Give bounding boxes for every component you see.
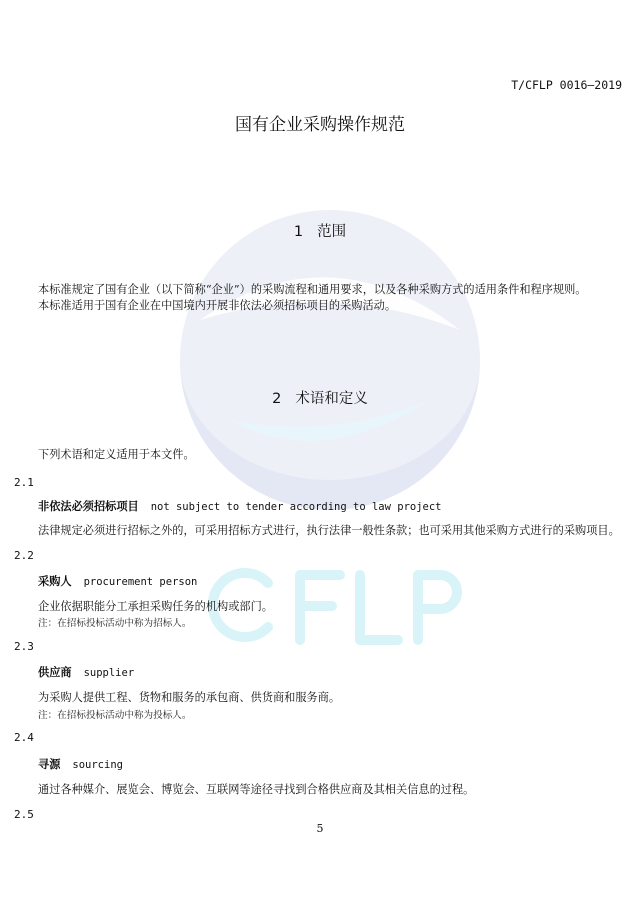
section-heading-2 xyxy=(0,387,640,408)
term-en: sourcing xyxy=(72,759,123,771)
section-heading-1 xyxy=(0,220,640,241)
term-zh: 寻源 xyxy=(38,758,61,771)
scope-paragraph-1: 本标准规定了国有企业（以下简称“企业”）的采购流程和通用要求，以及各种采购方式的适用条件和程序规则。 xyxy=(38,283,587,296)
section-title: 术语和定义 xyxy=(295,391,368,407)
section-number: 2 xyxy=(272,391,282,407)
definition-2-3: 为采购人提供工程、货物和服务的承包商、供货商和服务商。 xyxy=(38,691,341,704)
section-title: 范围 xyxy=(317,224,347,240)
entry-number: 2.1 xyxy=(14,476,34,489)
entry-number: 2.5 xyxy=(14,808,34,821)
term-2-2 xyxy=(38,573,197,589)
document-title: 国有企业采购操作规范 xyxy=(235,115,405,135)
terms-intro: 下列术语和定义适用于本文件。 xyxy=(38,448,195,461)
note-2-2: 注：在招标投标活动中称为招标人。 xyxy=(38,618,192,629)
term-zh: 采购人 xyxy=(38,575,72,588)
page-number: 5 xyxy=(316,822,324,835)
document-code: T/CFLP 0016—2019 xyxy=(511,78,622,92)
definition-2-1: 法律规定必须进行招标之外的，可采用招标方式进行，执行法律一般性条款；也可采用其他采购方式进行的采购项目。 xyxy=(38,524,620,537)
note-2-3: 注：在招标投标活动中称为投标人。 xyxy=(38,710,192,721)
entry-number: 2.3 xyxy=(14,640,34,653)
entry-number: 2.2 xyxy=(14,549,34,562)
section-number: 1 xyxy=(293,224,304,240)
term-en: supplier xyxy=(83,667,135,679)
term-2-1 xyxy=(38,498,442,514)
term-en: procurement person xyxy=(83,576,198,588)
entry-number: 2.4 xyxy=(14,731,34,744)
term-zh: 非依法必须招标项目 xyxy=(38,500,139,513)
term-2-3 xyxy=(38,664,134,680)
definition-2-4: 通过各种媒介、展览会、博览会、互联网等途径寻找到合格供应商及其相关信息的过程。 xyxy=(38,783,475,796)
definition-2-2: 企业依据职能分工承担采购任务的机构或部门。 xyxy=(38,600,273,613)
scope-paragraph-2: 本标准适用于国有企业在中国境内开展非依法必须招标项目的采购活动。 xyxy=(38,299,397,312)
term-en: not subject to tender according to law project xyxy=(150,501,442,513)
term-zh: 供应商 xyxy=(38,666,72,679)
term-2-4 xyxy=(38,756,123,772)
